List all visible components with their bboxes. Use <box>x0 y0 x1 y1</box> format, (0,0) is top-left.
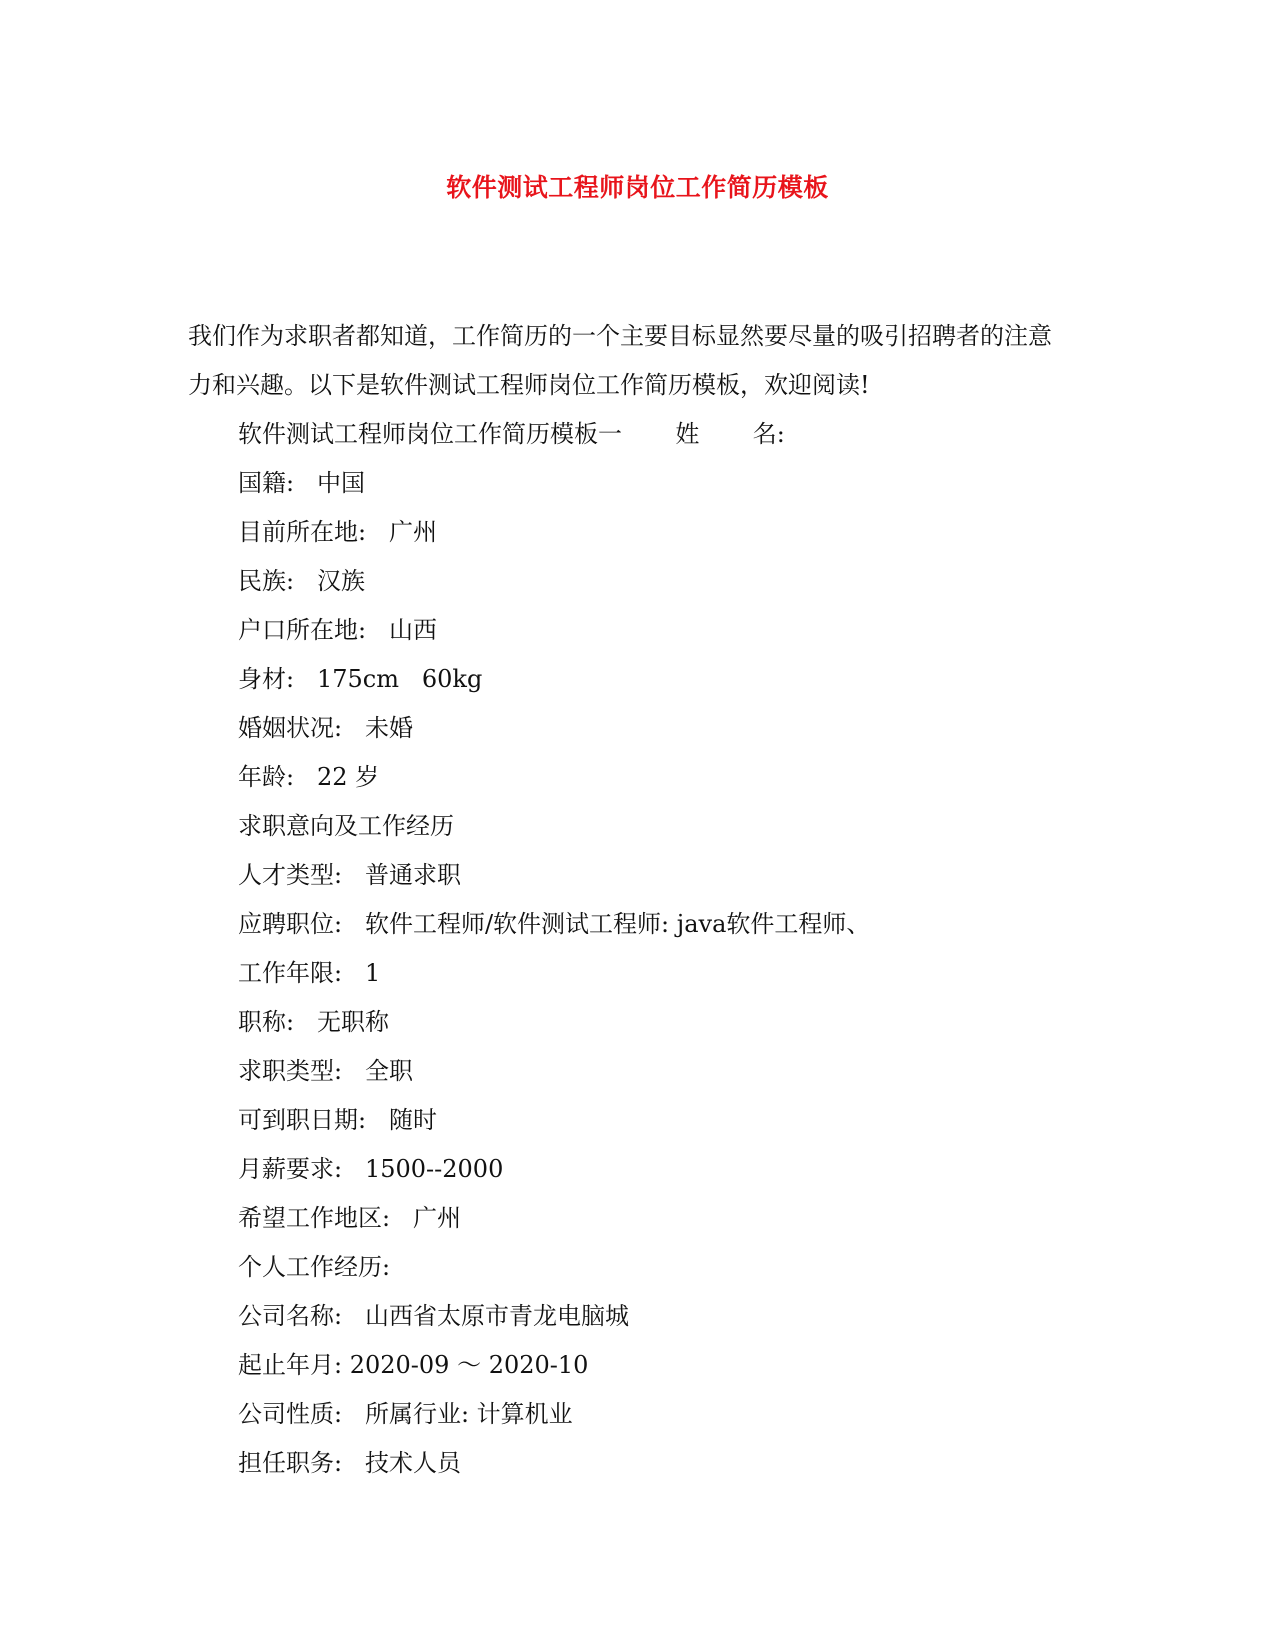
field-row: 起止年月: 2020-09 ～ 2020-10 <box>238 1351 589 1379</box>
field-row: 职称: 无职称 <box>238 1008 389 1036</box>
field-row: 人才类型: 普通求职 <box>238 861 461 889</box>
field-row: 目前所在地: 广州 <box>238 518 437 546</box>
field-row: 希望工作地区: 广州 <box>238 1204 461 1232</box>
field-row: 民族: 汉族 <box>238 567 365 595</box>
field-row: 年龄: 22 岁 <box>238 763 380 791</box>
field-row: 求职意向及工作经历 <box>238 812 454 840</box>
field-row: 工作年限: 1 <box>238 959 381 987</box>
field-row: 国籍: 中国 <box>238 469 365 497</box>
field-row: 婚姻状况: 未婚 <box>238 714 413 742</box>
field-row: 身材: 175cm 60kg <box>238 665 483 693</box>
field-row: 求职类型: 全职 <box>238 1057 413 1085</box>
field-row: 月薪要求: 1500--2000 <box>238 1155 504 1183</box>
field-row: 软件测试工程师岗位工作简历模板一 姓 名: <box>238 420 785 448</box>
field-row: 公司性质: 所属行业: 计算机业 <box>238 1400 573 1428</box>
field-row: 可到职日期: 随时 <box>238 1106 437 1134</box>
resume-fields <box>238 410 870 1488</box>
intro-line-1: 我们作为求职者都知道，工作简历的一个主要目标显然要尽量的吸引招聘者的注意 <box>188 322 1052 350</box>
field-row: 应聘职位: 软件工程师/软件测试工程师: java软件工程师、 <box>238 910 871 938</box>
intro-line-2: 力和兴趣。以下是软件测试工程师岗位工作简历模板，欢迎阅读! <box>188 371 870 399</box>
intro-paragraph <box>188 312 1088 410</box>
document-title: 软件测试工程师岗位工作简历模板 <box>446 173 829 202</box>
field-row: 公司名称: 山西省太原市青龙电脑城 <box>238 1302 629 1330</box>
field-row: 户口所在地: 山西 <box>238 616 437 644</box>
field-row: 个人工作经历: <box>238 1253 391 1281</box>
field-row: 担任职务: 技术人员 <box>238 1449 461 1477</box>
